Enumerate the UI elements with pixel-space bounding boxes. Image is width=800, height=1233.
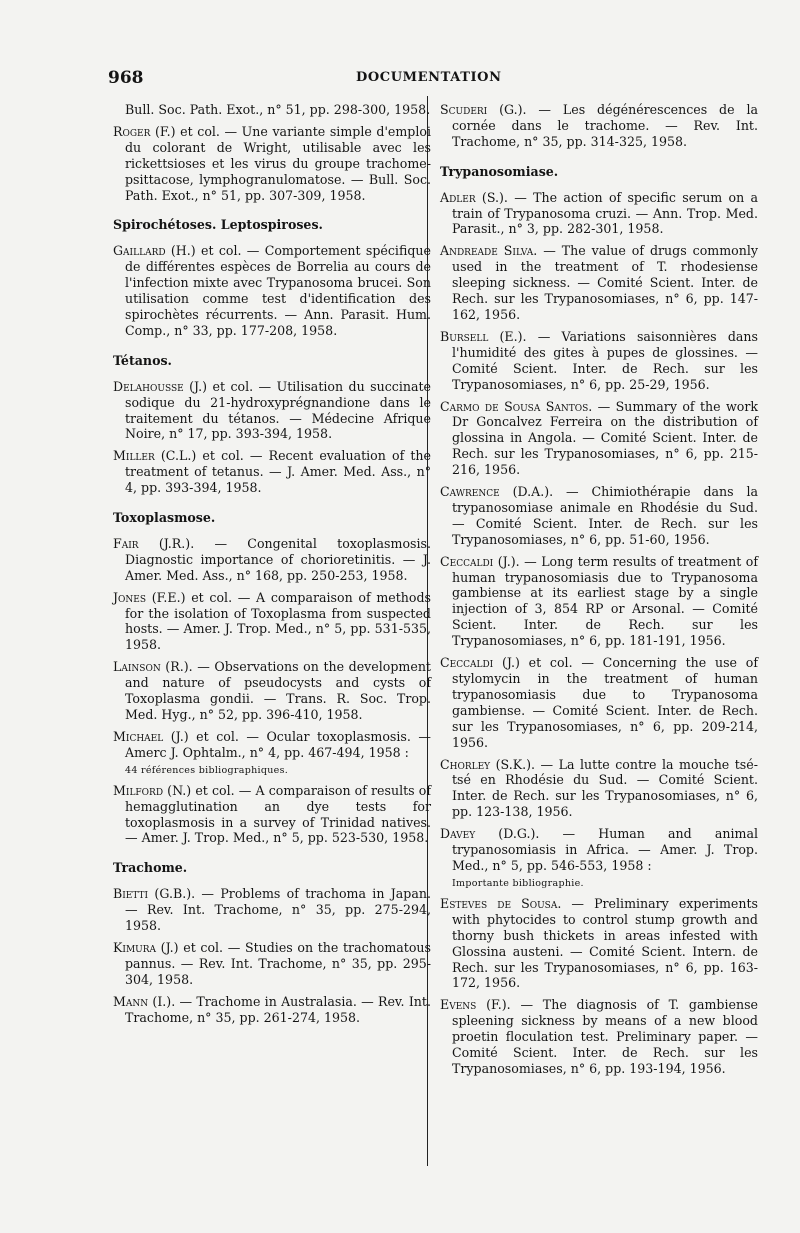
section-heading: Tétanos. [113, 352, 172, 368]
bibliography-entry [113, 448, 431, 496]
entry-author: Esteves de Sousa. [440, 895, 562, 911]
bibliography-entry [113, 536, 431, 584]
section-heading: Trypanosomiase. [440, 163, 559, 179]
entry-text: — Variations saisonnières dans l'humidité des gites à pupes de glossines. — Comité Scient. Inter. de Rech. sur les Trypanosomiases, n° 6, pp. 25-29, 1956. [452, 328, 758, 392]
entry-text: et col. — Une variante simple d'emploi du colorant de Wright, utilisable avec les rickettsioses et les virus du groupe trachome-psittacose, lymphogranulomatose. — Bull. Soc. Path. Exot., n° 51, pp. 307-309, 1958. [125, 123, 431, 203]
section-heading: Spirochétoses. Leptospiroses. [113, 217, 323, 233]
entry-text: — Observations on the development and nature of pseudocysts and cysts of Toxoplasma gondii. — Trans. R. Soc. Trop. Med. Hyg., n° 52, pp. 396-410, 1958. [125, 659, 431, 722]
bibliography-entry [440, 997, 758, 1077]
page-header [100, 68, 740, 90]
bibliography-entry [440, 896, 758, 991]
entry-author: Fair (J.R.). [113, 535, 195, 551]
entry-author: Lainson (R.). [113, 659, 193, 675]
entry-text: et col. — A comparaison of results of hemagglutination an dye tests for toxoplasmosis in a survey of Trinidad natives. — Amer. J. Trop. Med., n° 5, pp. 523-530, 1958. [125, 782, 432, 846]
entry-author: Delahousse (J.) [113, 378, 208, 394]
entry-text: — Chimiothérapie dans la trypanosomiase animale en Rhodésie du Sud. — Comité Scient. Inter. de Rech. sur les Trypanosomiases, n° 6, pp. 51-60, 1956. [452, 484, 759, 547]
bibliography-entry [440, 243, 758, 323]
entry-author: Mann (I.). [113, 993, 176, 1009]
entry-author: Chorley (S.K.). [440, 756, 536, 772]
entry-author: Miller (C.L.) [113, 448, 197, 464]
entry-author: Michael (J.) [113, 728, 189, 744]
bibliography-entry [440, 329, 758, 393]
entry-text: — Long term results of treatment of human trypanosomiasis due to Trypanosoma gambiense at its earliest stage by a single injection of 3, 854 RP or Arsonal. — Comité Scient. Inter. de Rech. sur les Trypanosomiases, n° 6, pp. 181-191, 1956. [452, 553, 758, 649]
entry-text: et col. — Concerning the use of stylomycin in the treatment of human trypanosomiasis due to Trypanosoma gambiense. — Comité Scient. Inter. de Rech. sur les Trypanosomiases, n° 6, pp. 209-214, 1956. [452, 655, 758, 750]
entry-text: — Problems of trachoma in Japan. — Rev. Int. Trachome, n° 35, pp. 275-294, 1958. [125, 886, 431, 934]
bibliography-entry [113, 124, 431, 204]
entry-author: Carmo de Sousa Santos. [440, 398, 593, 414]
bibliography-entry [440, 554, 758, 649]
entry-author: Roger (F.) [113, 123, 176, 139]
entry-text: — La lutte contre la mouche tsé-tsé en Rhodésie du Sud. — Comité Scient. Inter. de Rech. sur les Trypanosomiases, n° 6, pp. 123-138, 1956. [452, 756, 758, 820]
left-column [113, 102, 431, 1032]
bibliography-entry [440, 826, 758, 874]
entry-text: — The action of specific serum on a train of Trypanosoma cruzi. — Ann. Trop. Med. Parasit., n° 3, pp. 282-301, 1958. [452, 189, 759, 237]
entry-author: Andreade Silva. [440, 243, 538, 259]
bibliography-entry [440, 757, 758, 821]
bibliography-entry [113, 940, 431, 988]
entry-note: 44 références bibliographiques. [125, 764, 289, 776]
section-heading: Trachome. [113, 860, 188, 876]
entry-text: — The diagnosis of T. gambiense spleening sickness by means of a new blood proetin floculation test. Preliminary paper. — Comité Scient. Inter. de Rech. sur les Trypanosomiases, n° 6, pp. 193-194, 1956. [452, 997, 758, 1076]
bibliography-entry: Bull. Soc. Path. Exot., n° 51, pp. 298-300, 1958. [125, 102, 431, 117]
bibliography-entry [440, 484, 758, 548]
bibliography-entry [113, 783, 431, 847]
entry-author: Bursell (E.). [440, 328, 527, 344]
bibliography-entry [113, 994, 431, 1026]
bibliography-entry [113, 659, 431, 723]
bibliography-entry [440, 655, 758, 750]
entry-author: Jones (F.E.) [113, 589, 186, 605]
bibliography-entry [440, 190, 758, 238]
bibliography-entry [113, 379, 431, 443]
section-heading: Toxoplasmose. [113, 510, 216, 526]
entry-author: Evens (F.). [440, 997, 511, 1013]
entry-author: Bietti (G.B.). [113, 886, 196, 902]
page-number: 968 [108, 68, 144, 88]
entry-author: Milford (N.) [113, 782, 192, 798]
entry-author: Adler (S.). [440, 189, 508, 205]
entry-author: Ceccaldi (J.) [440, 655, 520, 671]
entry-text: et col. — A comparaison of methods for the isolation of Toxoplasma from suspected hosts. — Amer. J. Trop. Med., n° 5, pp. 531-535, 1958. [125, 589, 431, 653]
entry-author: Kimura (J.) [113, 939, 179, 955]
running-title: DOCUMENTATION [356, 70, 502, 85]
right-column [440, 102, 758, 1083]
entry-text: et col. — Ocular toxoplasmosis. — Amerc J. Ophtalm., n° 4, pp. 467-494, 1958 : [125, 728, 431, 760]
entry-text: et col. — Comportement spécifique de différentes espèces de Borrelia au cours de l'infection mixte avec Trypanosoma brucei. Son utilisation comme test d'identification des spirochètes récurrents. — Ann. Parasit. Hum. Comp., n° 33, pp. 177-208, 1958. [125, 243, 431, 338]
entry-text: et col. — Studies on the trachomatous pannus. — Rev. Int. Trachome, n° 35, pp. 295-304, 1958. [125, 939, 431, 987]
entry-text: — Human and animal trypanosomiasis in Africa. — Amer. J. Trop. Med., n° 5, pp. 546-553, 1958 : [452, 826, 758, 873]
entry-text: — Congenital toxoplasmosis. Diagnostic importance of chorioretinitis. — J. Amer. Med. Ass., n° 168, pp. 250-253, 1958. [125, 535, 431, 583]
entry-text: — Preliminary experiments with phytocides to control stump growth and thorny bush thickets in areas infested with Glossina austeni. — Comité Scient. Intern. de Rech. sur les Trypanosomiases, n° 6, pp. 163-172, 1956. [452, 895, 758, 991]
entry-author: Davey (D.G.). [440, 826, 540, 842]
entry-author: Ceccaldi (J.). [440, 553, 520, 569]
bibliography-entry [440, 399, 758, 479]
entry-text: et col. — Utilisation du succinate sodique du 21-hydroxyprégnandione dans le traitement du tétanos. — Médecine Afrique Noire, n° 17, pp. 393-394, 1958. [125, 378, 431, 442]
bibliography-entry [113, 590, 431, 654]
entry-author: Gaillard (H.) [113, 243, 196, 259]
entry-text: — Trachome in Australasia. — Rev. Int. Trachome, n° 35, pp. 261-274, 1958. [125, 993, 431, 1025]
entry-note: Importante bibliographie. [452, 877, 584, 889]
entry-author: Scuderi (G.). [440, 102, 527, 117]
bibliography-entry [113, 886, 431, 934]
entry-text: — The value of drugs commonly used in the treatment of T. rhodesiense sleeping sickness. — Comité Scient. Inter. de Rech. sur les Trypanosomiases, n° 6, pp. 147-162, 1956. [452, 243, 758, 322]
bibliography-entry [113, 729, 431, 761]
entry-text: — Summary of the work Dr Goncalvez Ferreira on the distribution of glossina in Angola. — Comité Scient. Inter. de Rech. sur les Trypanosomiases, n° 6, pp. 215-216, 1956. [452, 398, 758, 478]
entry-text: — Les dégénérescences de la cornée dans le trachome. — Rev. Int. Trachome, n° 35, pp. 314-325, 1958. [452, 102, 758, 149]
bibliography-entry [113, 243, 431, 338]
bibliography-entry [440, 102, 758, 150]
entry-text: et col. — Recent evaluation of the treatment of tetanus. — J. Amer. Med. Ass., n° 4, pp. 393-394, 1958. [125, 448, 431, 496]
entry-author: Cawrence (D.A.). [440, 484, 554, 500]
